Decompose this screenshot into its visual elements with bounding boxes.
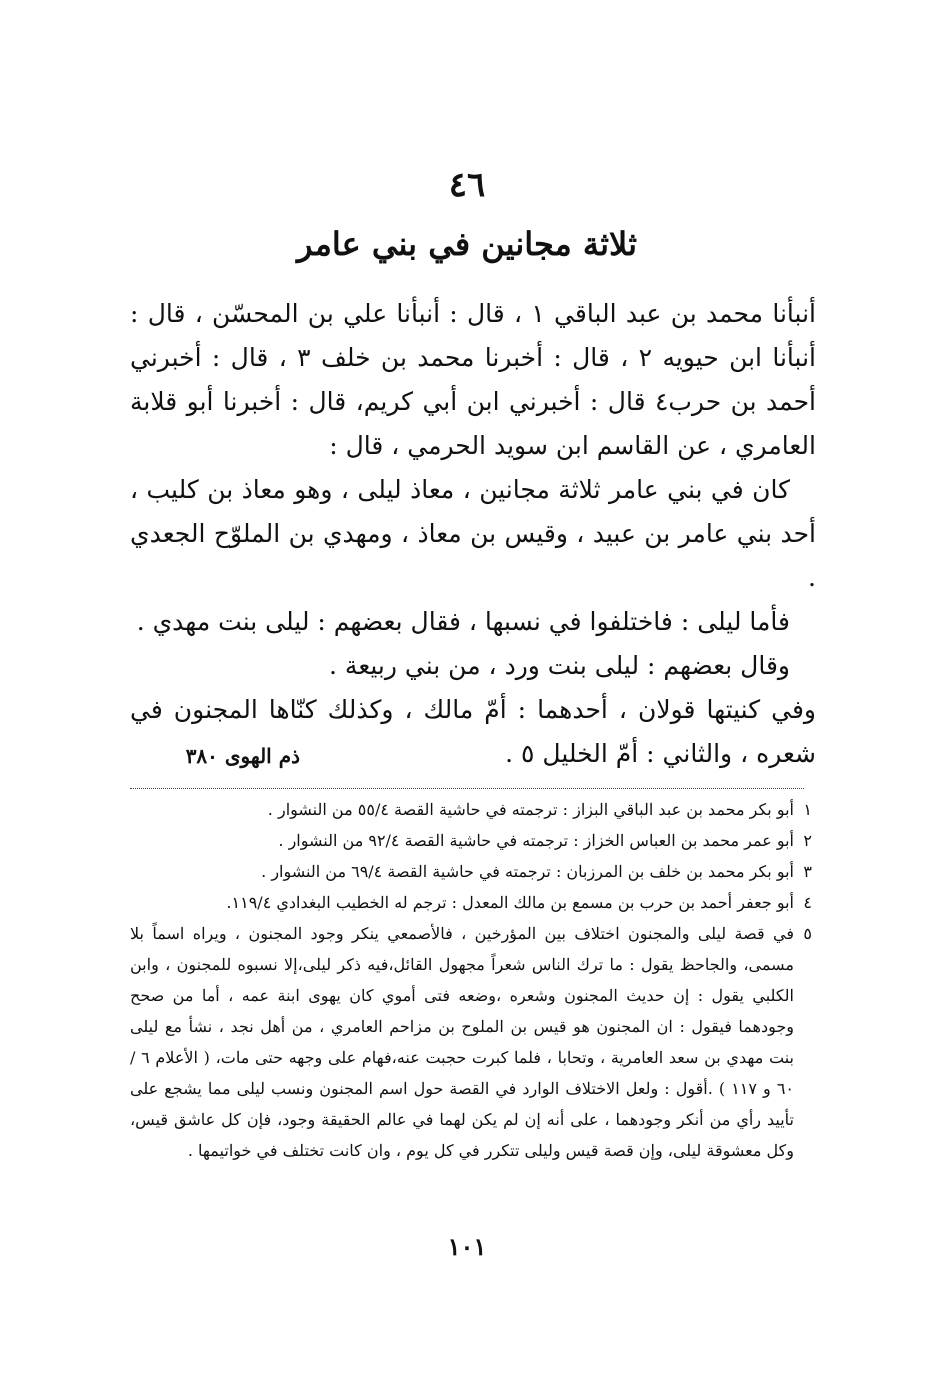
footnote <box>130 856 812 887</box>
footnote-separator <box>130 788 804 789</box>
footnote-text: أبو بكر محمد بن خلف بن المرزبان : ترجمته في حاشية القصة ٦٩/٤ من النشوار . <box>261 862 794 881</box>
footnote-number: ٤ <box>803 893 812 912</box>
footnote-text: أبو بكر محمد بن عبد الباقي البزاز : ترجمته في حاشية القصة ٥٥/٤ من النشوار . <box>267 800 794 819</box>
footnote-text: أبو عمر محمد بن العباس الخزاز : ترجمته في حاشية القصة ٩٢/٤ من النشوار . <box>278 831 794 850</box>
footnote-number: ١ <box>803 800 812 819</box>
body-paragraph: كان في بني عامر ثلاثة مجانين ، معاذ ليلى ، وهو معاذ بن كليب ، أحد بني عامر بن عبيد ، وقيس بن معاذ ، ومهدي بن الملوّح الجعدي . <box>130 475 816 592</box>
chapter-number: ٤٦ <box>448 165 486 205</box>
footnote <box>130 887 812 918</box>
body-paragraph: فأما ليلى : فاختلفوا في نسبها ، فقال بعضهم : ليلى بنت مهدي . <box>136 607 790 636</box>
footnotes <box>130 794 812 1166</box>
body-paragraph: وقال بعضهم : ليلى بنت ورد ، من بني ربيعة . <box>329 651 790 680</box>
footnote-number: ٥ <box>803 924 812 943</box>
footnote-text: في قصة ليلى والمجنون اختلاف بين المؤرخين ، فالأصمعي ينكر وجود المجنون ، ويراه اسماً بلا مسمى، والجاحظ يقول : ما ترك الناس شعراً مجهول القائل،فيه ذكر ليلى،إلا نسبوه للمجنون ، وابن الكلبي يقول : إن حديث المجنون وشعره ،وضعه فتى أموي كان يهوى ابنة عمه ، أما من صحح وجودهما فيقول : ان المجنون هو قيس بن الملوح بن مزاحم العامري ، من أهل نجد ، نشأ مع ليلى بنت مهدي بن سعد العامرية ، وتحابا ، فلما كبرت حجبت عنه،فهام على وجهه حتى مات، ( الأعلام ٦ / ٦٠ و ١١٧ ) .أقول : ولعل الاختلاف الوارد في القصة حول اسم المجنون ونسب ليلى مما يشجع على تأييد رأي من أنكر وجودهما ، على أنه إن لم يكن لهما في عالم الحقيقة وجود، فإن كل عاشق قيس، وكل معشوقة ليلى، وإن قصة قيس وليلى تتكرر في كل يوم ، وان كانت تختلف في خواتيمها . <box>130 924 794 1160</box>
main-text <box>130 292 816 776</box>
body-paragraph: وفي كنيتها قولان ، أحدهما : أمّ مالك ، وكذلك كنّاها المجنون في شعره ، والثاني : أمّ الخليل ٥ . <box>130 695 816 768</box>
isnad-paragraph: أنبأنا محمد بن عبد الباقي ١ ، قال : أنبأنا علي بن المحسّن ، قال : أنبأنا ابن حيويه ٢ ، قال : أخبرنا محمد بن خلف ٣ ، قال : أخبرني أحمد بن حرب٤ قال : أخبرني ابن أبي كريم، قال : أخبرنا أبو قلابة العامري ، عن القاسم ابن سويد الحرمي ، قال : <box>130 299 816 460</box>
footnote <box>130 825 812 856</box>
chapter-title: ثلاثة مجانين في بني عامر <box>297 225 637 263</box>
footnote <box>130 918 812 1166</box>
footnote-text: أبو جعفر أحمد بن حرب بن مسمع بن مالك المعدل : ترجم له الخطيب البغدادي ١١٩/٤. <box>226 893 794 912</box>
footnote <box>130 794 812 825</box>
page-number: ١٠١ <box>447 1232 487 1261</box>
footnote-number: ٢ <box>803 831 812 850</box>
footnote-number: ٣ <box>803 862 812 881</box>
running-head: ذم الهوى ٣٨٠ <box>185 744 300 768</box>
